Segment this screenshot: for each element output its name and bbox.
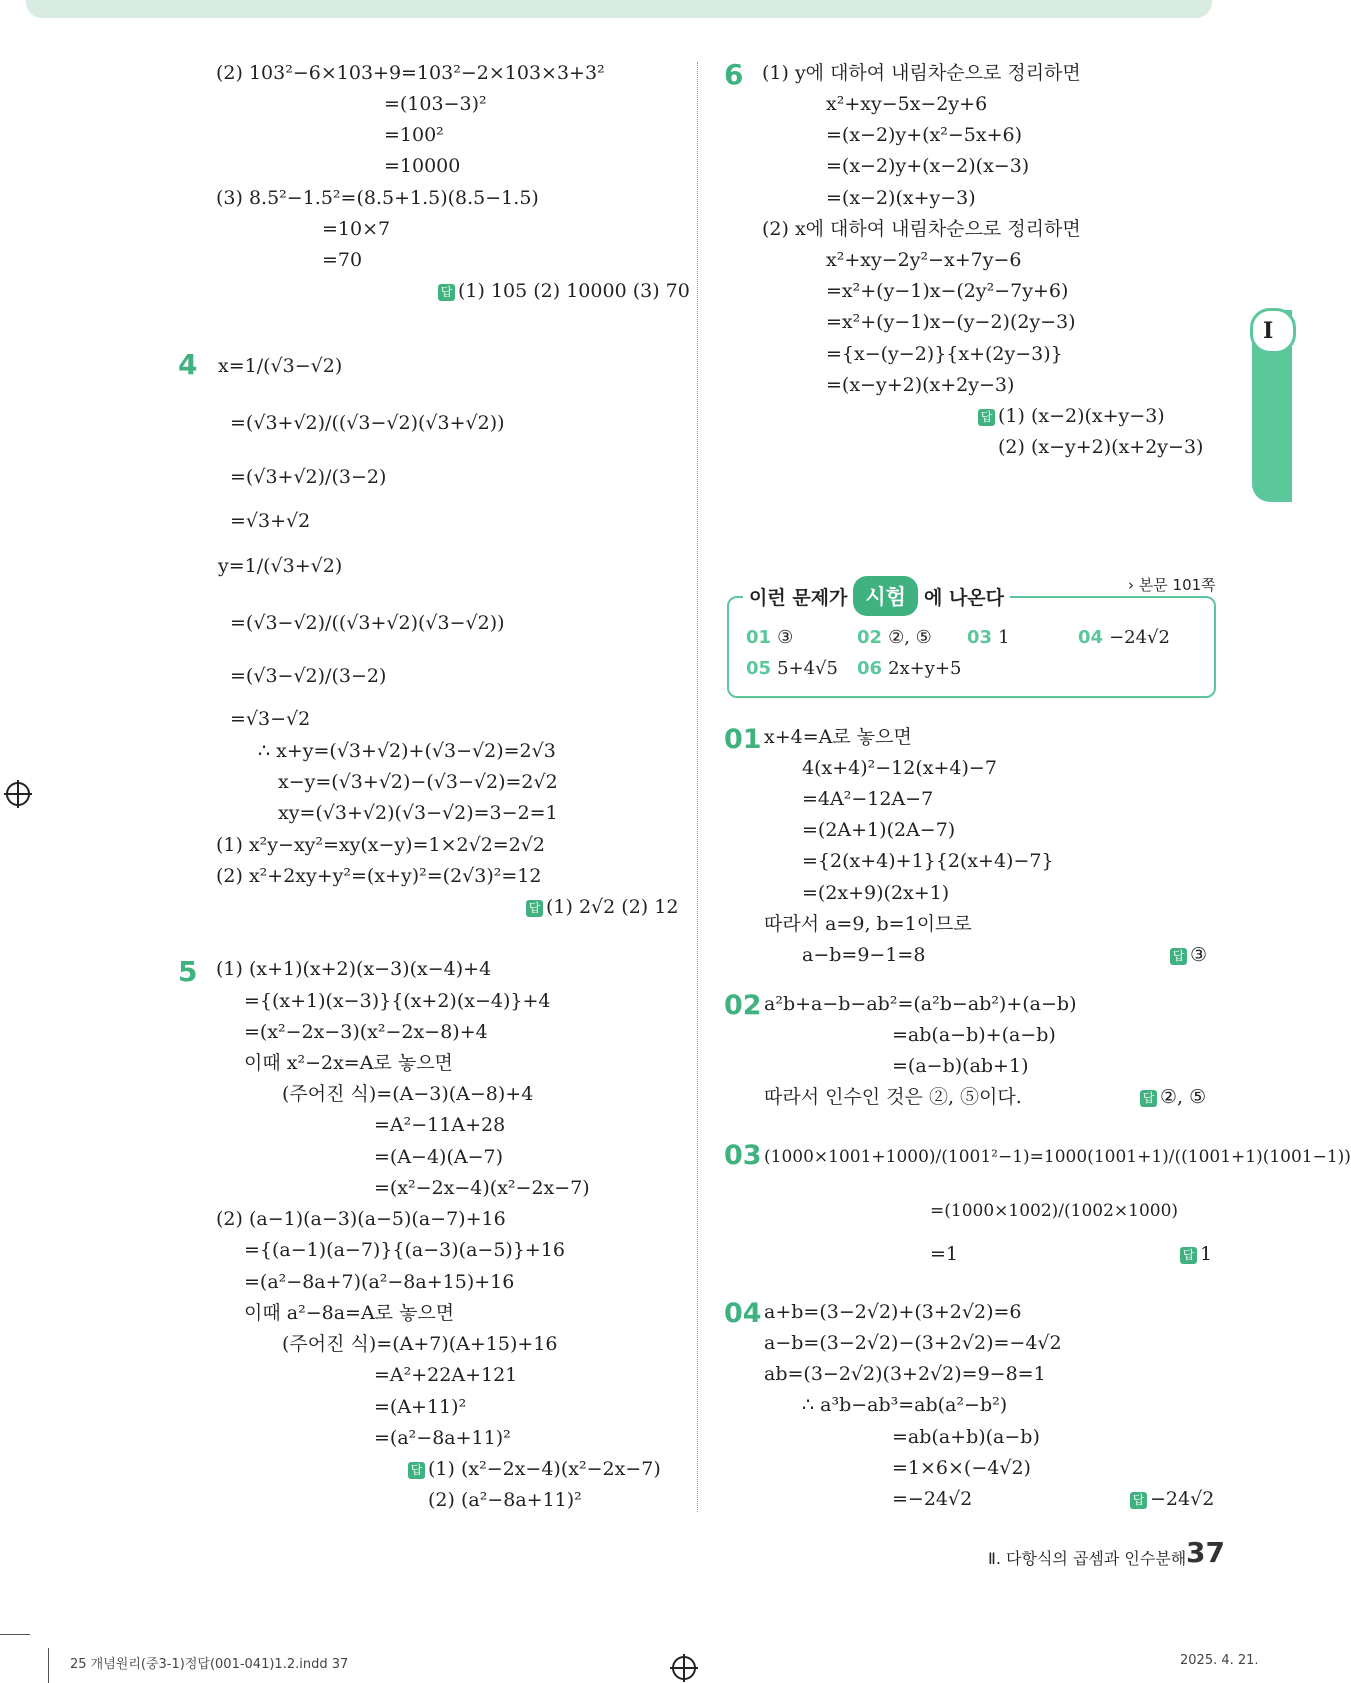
box-item	[746, 658, 838, 679]
crop-mark	[0, 1634, 30, 1635]
box-item-val: 2x+y+5	[888, 658, 962, 679]
p6-line: (1) y에 대하여 내림차순으로 정리하면	[762, 62, 1081, 84]
exam-box-title	[743, 576, 1010, 616]
p6-answer-2: (2) (x−y+2)(x+2y−3)	[998, 436, 1204, 458]
q04-line: a−b=(3−2√2)−(3+2√2)=−4√2	[764, 1332, 1062, 1354]
p5-line: =(x²−2x−3)(x²−2x−8)+4	[244, 1021, 488, 1043]
p3-line: =(103−3)²	[384, 93, 487, 115]
q03-answer-text: 1	[1200, 1243, 1213, 1265]
p5-line: (2) (a−1)(a−3)(a−5)(a−7)+16	[216, 1208, 506, 1230]
q03-line: =(1000×1002)/(1002×1000)	[930, 1201, 1179, 1221]
p4-line: (1) x²y−xy²=xy(x−y)=1×2√2=2√2	[216, 834, 545, 856]
p6-answer-1	[978, 405, 1165, 427]
p5-line: (1) (x+1)(x+2)(x−3)(x−4)+4	[216, 958, 492, 980]
p4-line: =(√3+√2)/(3−2)	[230, 466, 387, 488]
q04-line: =−24√2	[892, 1488, 973, 1510]
p6-line: =(x−2)y+(x²−5x+6)	[826, 124, 1023, 146]
q01-line: x+4=A로 놓으면	[764, 726, 912, 748]
p4-line: =(√3+√2)/((√3−√2)(√3+√2))	[230, 412, 505, 434]
p6-line: (2) x에 대하여 내림차순으로 정리하면	[762, 218, 1081, 240]
q01-line: =4A²−12A−7	[802, 788, 934, 810]
p5-line: ={(a−1)(a−7)}{(a−3)(a−5)}+16	[244, 1239, 566, 1261]
q03-answer	[1180, 1243, 1212, 1265]
question-04-number: 04	[724, 1298, 762, 1329]
q04-line: ∴ a³b−ab³=ab(a²−b²)	[802, 1394, 1008, 1416]
exam-box-title-left: 이런 문제가	[743, 583, 853, 610]
q04-line: ab=(3−2√2)(3+2√2)=9−8=1	[764, 1363, 1046, 1385]
p6-line: =(x−2)y+(x−2)(x−3)	[826, 155, 1030, 177]
registration-mark-icon	[672, 1656, 696, 1680]
chapter-side-tab-label: I	[1263, 318, 1274, 344]
p5-answer-1	[408, 1458, 661, 1480]
problem-4-number: 4	[178, 348, 198, 381]
q01-line: 따라서 a=9, b=1이므로	[764, 913, 972, 935]
box-item-val: ②, ⑤	[888, 627, 932, 648]
q02-line: a²b+a−b−ab²=(a²b−ab²)+(a−b)	[764, 993, 1077, 1015]
p4-line: =(√3−√2)/(3−2)	[230, 665, 387, 687]
q04-line: =1×6×(−4√2)	[892, 1457, 1031, 1479]
page-reference-text: 본문 101쪽	[1138, 576, 1216, 594]
p3-line: =100²	[384, 124, 444, 146]
box-item	[967, 627, 1010, 648]
p3-answer	[438, 280, 690, 302]
column-divider	[697, 62, 698, 1512]
box-item-no: 05	[746, 658, 772, 679]
p5-line: =(A−4)(A−7)	[374, 1146, 504, 1168]
box-item-no: 06	[857, 658, 883, 679]
p6-line: =x²+(y−1)x−(y−2)(2y−3)	[826, 311, 1076, 333]
q03-line: (1000×1001+1000)/(1001²−1)=1000(1001+1)/((1001+1)(1001−1))	[764, 1147, 1351, 1167]
answer-mark-icon: 답	[978, 409, 995, 426]
page-reference: › 본문 101쪽	[1128, 576, 1216, 594]
crop-mark	[48, 1648, 49, 1683]
p4-line: =√3−√2	[230, 708, 311, 730]
registration-mark-icon	[6, 782, 30, 806]
box-item-val: 1	[998, 627, 1010, 648]
q01-answer-text: ③	[1190, 944, 1208, 966]
p3-line: (3) 8.5²−1.5²=(8.5+1.5)(8.5−1.5)	[216, 187, 539, 209]
answer-mark-icon: 답	[1140, 1090, 1157, 1107]
box-item-val: 5+4√5	[777, 658, 838, 679]
print-file-info: 25 개념원리(중3-1)정답(001-041)1.2.indd 37	[70, 1657, 349, 1672]
p5-line: 이때 x²−2x=A로 놓으면	[244, 1052, 453, 1074]
q01-line: ={2(x+4)+1}{2(x+4)−7}	[802, 850, 1054, 872]
q04-line: =ab(a+b)(a−b)	[892, 1426, 1040, 1448]
q02-line: 따라서 인수인 것은 ②, ⑤이다.	[764, 1086, 1022, 1108]
p5-line: 이때 a²−8a=A로 놓으면	[244, 1302, 455, 1324]
box-item-val: −24√2	[1109, 627, 1170, 648]
p6-answer-1-text: (1) (x−2)(x+y−3)	[998, 405, 1165, 427]
chapter-footer-title: Ⅱ. 다항식의 곱셈과 인수분해	[988, 1549, 1187, 1568]
answer-mark-icon: 답	[1170, 948, 1187, 965]
question-03-number: 03	[724, 1140, 762, 1171]
q02-line: =(a−b)(ab+1)	[892, 1055, 1029, 1077]
p4-line: =√3+√2	[230, 510, 311, 532]
p5-answer-2: (2) (a²−8a+11)²	[428, 1489, 582, 1511]
answer-mark-icon: 답	[408, 1462, 425, 1479]
answer-mark-icon: 답	[526, 900, 543, 917]
q04-answer-text: −24√2	[1150, 1488, 1215, 1510]
q01-answer	[1170, 944, 1207, 966]
question-02-number: 02	[724, 990, 762, 1021]
p3-answer-text: (1) 105 (2) 10000 (3) 70	[458, 280, 690, 302]
p5-line: =(a²−8a+11)²	[374, 1427, 511, 1449]
p5-line: (주어진 식)=(A+7)(A+15)+16	[282, 1333, 558, 1355]
box-item	[1078, 627, 1170, 648]
box-item	[857, 627, 932, 648]
exam-box-title-right: 에 나온다	[918, 583, 1010, 610]
p5-line: =A²+22A+121	[374, 1364, 518, 1386]
p6-line: x²+xy−2y²−x+7y−6	[826, 249, 1022, 271]
p4-line: xy=(√3+√2)(√3−√2)=3−2=1	[278, 802, 558, 824]
p3-line: =70	[322, 249, 363, 271]
p4-line: (2) x²+2xy+y²=(x+y)²=(2√3)²=12	[216, 865, 542, 887]
p3-line: (2) 103²−6×103+9=103²−2×103×3+3²	[216, 62, 605, 84]
p4-answer-text: (1) 2√2 (2) 12	[546, 896, 679, 918]
p3-line: =10000	[384, 155, 461, 177]
answer-mark-icon: 답	[1180, 1247, 1197, 1264]
answer-mark-icon: 답	[1130, 1492, 1147, 1509]
box-item-val: ③	[777, 627, 794, 648]
print-date: 2025. 4. 21.	[1180, 1653, 1259, 1668]
p5-answer-1-text: (1) (x²−2x−4)(x²−2x−7)	[428, 1458, 661, 1480]
q02-answer	[1140, 1086, 1206, 1108]
p4-line: ∴ x+y=(√3+√2)+(√3−√2)=2√3	[258, 740, 556, 762]
box-item-no: 04	[1078, 627, 1104, 648]
q01-line: a−b=9−1=8	[802, 944, 926, 966]
answer-mark-icon: 답	[438, 284, 455, 301]
top-band	[26, 0, 1212, 18]
box-item-no: 01	[746, 627, 772, 648]
problem-6-number: 6	[724, 58, 744, 91]
p5-line: =A²−11A+28	[374, 1114, 506, 1136]
p4-line: x=1/(√3−√2)	[218, 355, 343, 377]
p5-line: (주어진 식)=(A−3)(A−8)+4	[282, 1083, 534, 1105]
box-item-no: 02	[857, 627, 883, 648]
question-01-number: 01	[724, 724, 762, 755]
p4-line: =(√3−√2)/((√3+√2)(√3−√2))	[230, 612, 505, 634]
p4-line: x−y=(√3+√2)−(√3−√2)=2√2	[278, 771, 558, 793]
q01-line: =(2A+1)(2A−7)	[802, 819, 956, 841]
q01-line: =(2x+9)(2x+1)	[802, 882, 950, 904]
problem-5-number: 5	[178, 955, 198, 988]
p3-line: =10×7	[322, 218, 391, 240]
p5-line: =(a²−8a+7)(a²−8a+15)+16	[244, 1271, 515, 1293]
box-item	[746, 627, 793, 648]
q04-line: a+b=(3−2√2)+(3+2√2)=6	[764, 1301, 1022, 1323]
p4-answer	[526, 896, 678, 918]
p5-line: =(x²−2x−4)(x²−2x−7)	[374, 1177, 590, 1199]
p6-line: =(x−y+2)(x+2y−3)	[826, 374, 1015, 396]
p5-line: =(A+11)²	[374, 1396, 467, 1418]
p6-line: ={x−(y−2)}{x+(2y−3)}	[826, 343, 1063, 365]
q02-answer-text: ②, ⑤	[1160, 1086, 1207, 1108]
p4-line: y=1/(√3+√2)	[218, 555, 343, 577]
p6-line: =(x−2)(x+y−3)	[826, 187, 976, 209]
p5-line: ={(x+1)(x−3)}{(x+2)(x−4)}+4	[244, 990, 551, 1012]
p6-line: =x²+(y−1)x−(2y²−7y+6)	[826, 280, 1069, 302]
q04-answer	[1130, 1488, 1214, 1510]
q01-line: 4(x+4)²−12(x+4)−7	[802, 757, 997, 779]
box-item	[857, 658, 961, 679]
q03-line: =1	[930, 1243, 959, 1265]
page-number: 37	[1186, 1536, 1225, 1569]
q02-line: =ab(a−b)+(a−b)	[892, 1024, 1056, 1046]
p6-line: x²+xy−5x−2y+6	[826, 93, 988, 115]
exam-box-badge: 시험	[853, 576, 918, 616]
box-item-no: 03	[967, 627, 993, 648]
